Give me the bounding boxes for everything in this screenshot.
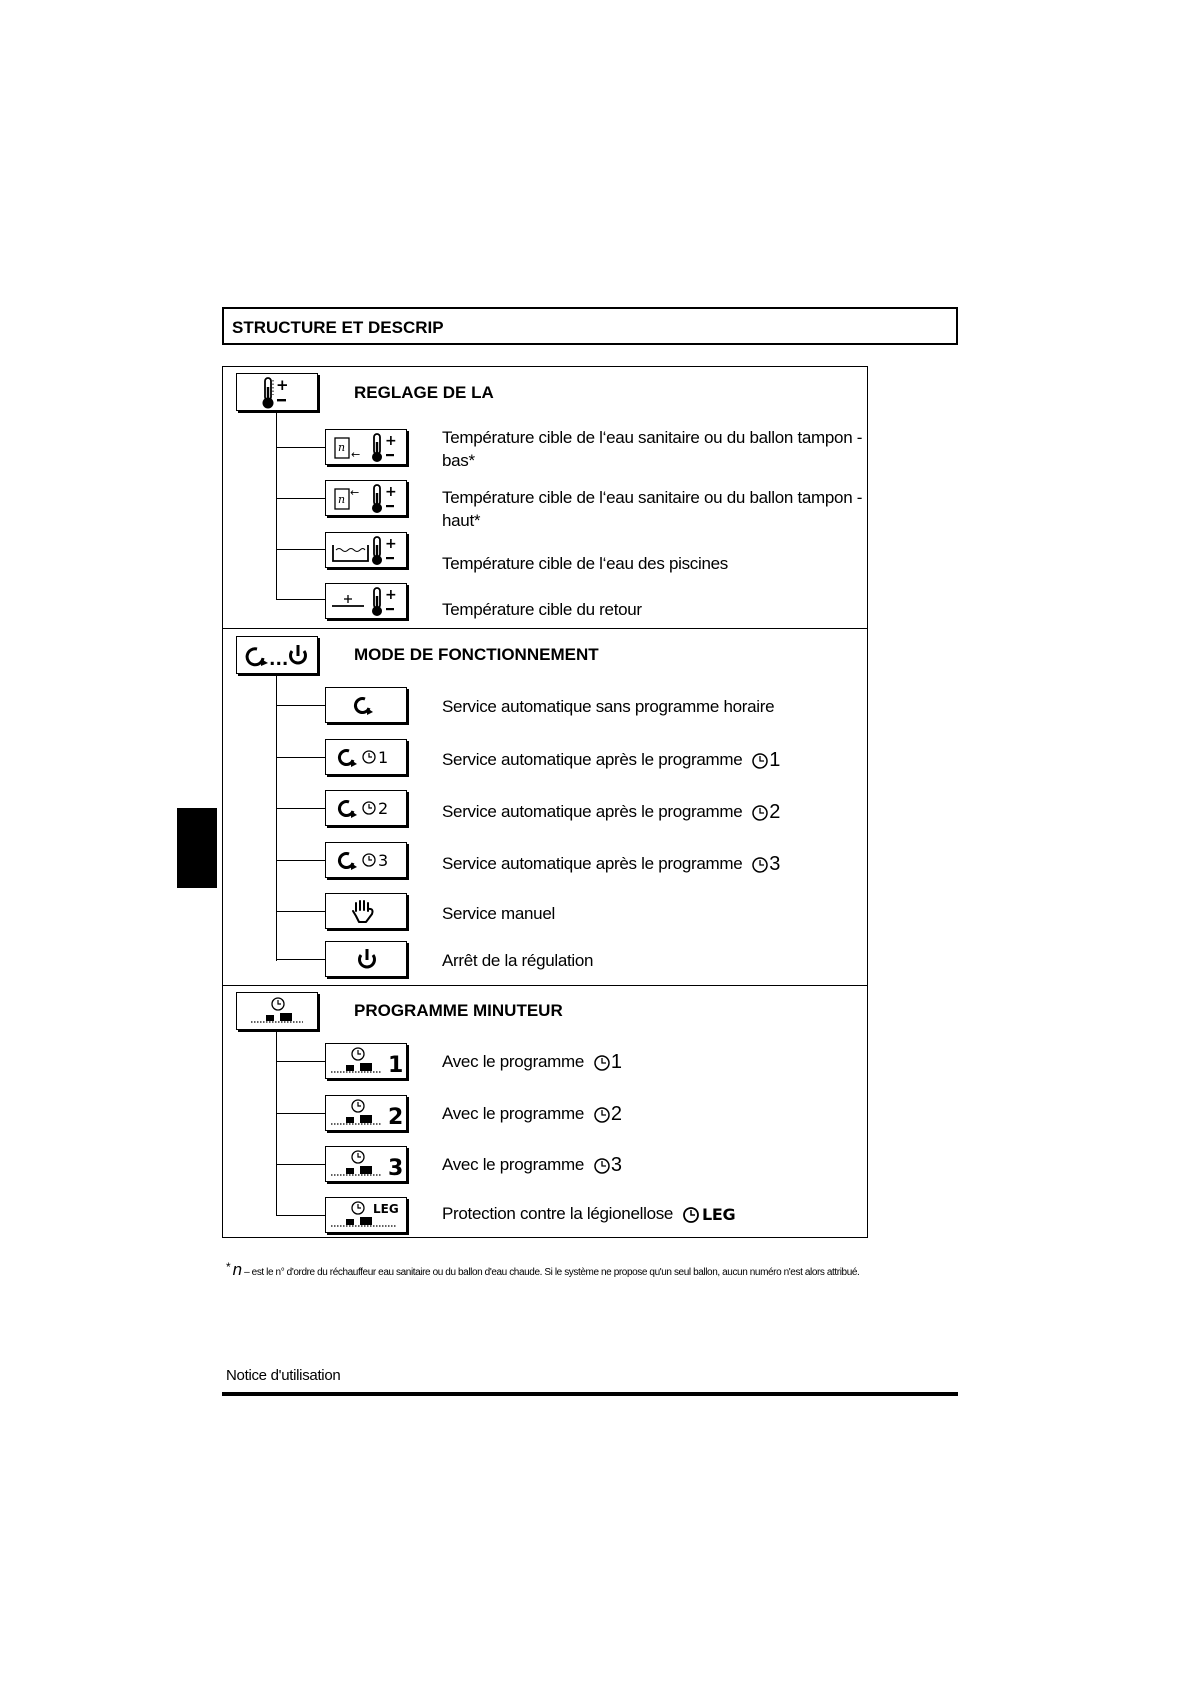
clock-icon	[682, 1204, 702, 1226]
tree-connector	[276, 959, 325, 960]
tree-connector	[276, 911, 325, 912]
item-text-manual: Service manuel	[442, 904, 555, 923]
item-text-auto-program-3: Service automatique après le programme 3	[442, 852, 872, 876]
chapter-tab-marker	[177, 808, 217, 888]
svg-text:←: ←	[351, 448, 361, 461]
svg-text:2: 2	[378, 799, 389, 818]
item-text-auto-program-1: Service automatique après le programme 1	[442, 748, 872, 772]
tree-connector	[276, 1031, 277, 1216]
item-text-timer-1: Avec le programme 1	[442, 1050, 872, 1074]
item-text-timer-2: Avec le programme 2	[442, 1102, 872, 1126]
dhw-tank-top-temp-icon	[325, 480, 407, 516]
svg-text:3: 3	[388, 1156, 404, 1181]
item-text-tank-bottom: Température cible de l‘eau sanitaire ou du ballon tampon - bas*	[442, 428, 863, 470]
item-text-auto: Service automatique sans programme horaire	[442, 697, 775, 716]
operating-mode-icon	[236, 636, 318, 674]
svg-text:←: ←	[350, 486, 360, 499]
tree-connector	[276, 413, 277, 599]
section-divider	[222, 628, 868, 629]
power-off-icon	[325, 941, 407, 977]
svg-text:n: n	[338, 493, 346, 506]
pool-temp-icon	[325, 532, 407, 568]
timer-program-1-icon	[325, 1043, 407, 1079]
auto-program-2-icon	[325, 790, 407, 826]
auto-program-1-icon	[325, 739, 407, 775]
svg-text:+: +	[385, 433, 397, 449]
item-text-off: Arrêt de la régulation	[442, 951, 594, 970]
tree-connector	[276, 1164, 325, 1165]
section-title-operating-mode: MODE DE FONCTIONNEMENT	[354, 645, 599, 664]
legionella-protection-icon	[325, 1197, 407, 1233]
tree-connector	[276, 599, 325, 600]
tree-connector	[276, 1061, 325, 1062]
tree-connector	[276, 447, 325, 448]
return-temp-icon	[325, 583, 407, 619]
auto-mode-icon	[325, 687, 407, 723]
item-text-pool: Température cible de l‘eau des piscines	[442, 554, 728, 573]
temperature-setting-icon	[236, 373, 318, 411]
tree-connector	[276, 549, 325, 550]
svg-text:1: 1	[388, 1053, 404, 1078]
svg-text:+: +	[385, 587, 397, 603]
section-title-timer-program: PROGRAMME MINUTEUR	[354, 1001, 563, 1020]
section-divider	[222, 985, 868, 986]
item-text-tank-top: Température cible de l‘eau sanitaire ou du ballon tampon - haut*	[442, 488, 863, 530]
tree-connector	[276, 860, 325, 861]
svg-text:n: n	[338, 441, 346, 454]
mode-range-ellipsis: ...	[269, 650, 289, 670]
tree-connector	[276, 808, 325, 809]
footer-label: Notice d'utilisation	[226, 1367, 341, 1384]
timer-program-icon	[236, 992, 318, 1030]
svg-text:+: +	[385, 536, 397, 552]
tree-connector	[276, 675, 277, 961]
item-text-return: Température cible du retour	[442, 600, 642, 619]
svg-text:LEG: LEG	[373, 1202, 399, 1216]
item-text-timer-3: Avec le programme 3	[442, 1153, 872, 1177]
footer-rule	[222, 1392, 958, 1396]
svg-text:1: 1	[378, 748, 389, 767]
section-header-box	[222, 307, 958, 345]
tree-connector	[276, 498, 325, 499]
page-title: STRUCTURE ET DESCRIP	[232, 318, 444, 337]
tree-connector	[276, 1215, 325, 1216]
tree-connector	[276, 1113, 325, 1114]
timer-program-2-icon	[325, 1095, 407, 1131]
item-text-legionella: Protection contre la légionellose LEG	[442, 1204, 736, 1225]
section-title-temperature: REGLAGE DE LA	[354, 383, 494, 402]
svg-text:3: 3	[378, 851, 389, 870]
tree-connector	[276, 757, 325, 758]
svg-text:+: +	[385, 484, 397, 500]
timer-program-3-icon	[325, 1146, 407, 1182]
auto-program-3-icon	[325, 842, 407, 878]
dhw-tank-bottom-temp-icon	[325, 429, 407, 465]
manual-mode-hand-icon	[325, 893, 407, 929]
tree-connector	[276, 705, 325, 706]
svg-text:2: 2	[388, 1105, 404, 1130]
footnote: * n – est le n° d'ordre du réchauffeur eau sanitaire ou du ballon d'eau chaude. Si le système ne propose qu'un seul ballon, aucun numéro n'est alors attribué.	[226, 1260, 860, 1279]
svg-text:+: +	[276, 376, 289, 394]
item-text-auto-program-2: Service automatique après le programme 2	[442, 800, 872, 824]
